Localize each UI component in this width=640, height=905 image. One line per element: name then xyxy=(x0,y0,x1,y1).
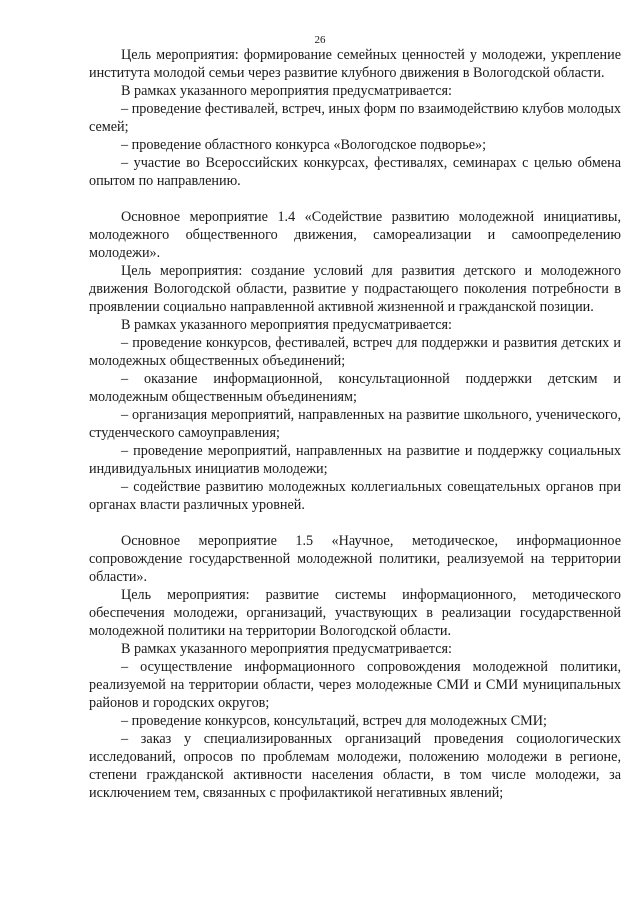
list-item: – проведение конкурсов, консультаций, встреч для молодежных СМИ; xyxy=(121,713,547,729)
list-item: – проведение мероприятий, направленных на развитие и поддержку социальных индивидуальных инициатив молодежи; xyxy=(89,443,621,477)
section-spacer xyxy=(89,514,621,532)
section-heading-1-5: Основное мероприятие 1.5 «Научное, методическое, информационное сопровождение государственной молодежной политики, реализуемой на территории области». xyxy=(89,533,621,585)
list-item: – участие во Всероссийских конкурсах, фестивалях, семинарах с целью обмена опытом по направлению. xyxy=(89,155,621,189)
section-spacer xyxy=(89,190,621,208)
paragraph-provisions-intro: В рамках указанного мероприятия предусматривается: xyxy=(121,317,453,333)
list-item: – оказание информационной, консультационной поддержки детским и молодежным общественным объединениям; xyxy=(89,371,621,405)
paragraph-goal-information-support: Цель мероприятия: развитие системы информационного, методического обеспечения молодежи, организаций, участвующих в реализации государственной молодежной политики на территории Вологодской области. xyxy=(89,587,621,639)
paragraph-goal-youth-movement: Цель мероприятия: создание условий для развития детского и молодежного движения Вологодской области, развитие у подрастающего поколения потребности в проявлении социально направленной активной жизненной и гражданской позиции. xyxy=(89,263,621,315)
list-item: – проведение фестивалей, встреч, иных форм по взаимодействию клубов молодых семей; xyxy=(89,101,621,135)
paragraph-provisions-intro: В рамках указанного мероприятия предусматривается: xyxy=(121,641,453,657)
list-item: – проведение областного конкурса «Вологодское подворье»; xyxy=(121,137,487,153)
section-heading-1-4: Основное мероприятие 1.4 «Содействие развитию молодежной инициативы, молодежного общественного движения, самореализации и самоопределению молодежи». xyxy=(89,209,621,261)
list-item: – проведение конкурсов, фестивалей, встреч для поддержки и развития детских и молодежных общественных объединений; xyxy=(89,335,621,369)
page-number: 26 xyxy=(314,34,326,46)
paragraph-goal-family-values: Цель мероприятия: формирование семейных ценностей у молодежи, укрепление института молодой семьи через развитие клубного движения в Вологодской области. xyxy=(89,47,621,81)
list-item: – осуществление информационного сопровождения молодежной политики, реализуемой на территории области, через молодежные СМИ и СМИ муниципальных районов и городских округов; xyxy=(89,659,621,711)
paragraph-provisions-intro: В рамках указанного мероприятия предусматривается: xyxy=(121,83,453,99)
document-body xyxy=(89,46,621,802)
list-item: – содействие развитию молодежных коллегиальных совещательных органов при органах власти различных уровней. xyxy=(89,479,621,513)
list-item: – заказ у специализированных организаций проведения социологических исследований, опросов по проблемам молодежи, положению молодежи в регионе, степени гражданской активности населения области, в том числе молодежи, за исключением тем, связанных с профилактикой негативных явлений; xyxy=(89,731,621,801)
list-item: – организация мероприятий, направленных на развитие школьного, ученического, студенческого самоуправления; xyxy=(89,407,621,441)
